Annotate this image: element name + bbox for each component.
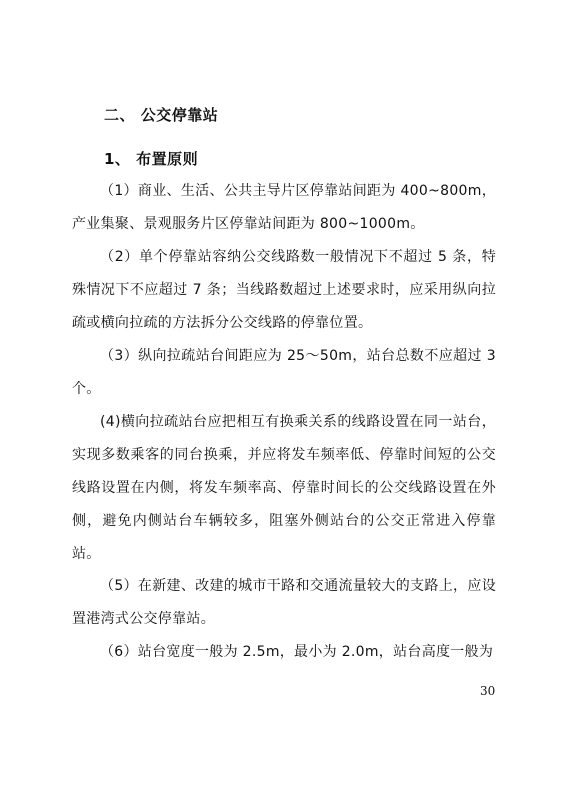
- subsection-heading: 1、 布置原则: [104, 150, 199, 168]
- section-heading: 二、 公交停靠站: [104, 106, 219, 124]
- page-number: 30: [480, 684, 496, 698]
- paragraph-6: （6）站台宽度一般为 2.5m，最小为 2.0m，站台高度一般为: [100, 644, 494, 660]
- paragraph-1: （1）商业、生活、公共主导片区停靠站间距为 400~800m，产业集聚、景观服务片区停靠站间距为 800~1000m。: [72, 183, 496, 232]
- paragraph-5: （5）在新建、改建的城市干路和交通流量较大的支路上，应设置港湾式公交停靠站。: [72, 578, 496, 627]
- paragraph-2: （2）单个停靠站容纳公交线路数一般情况下不超过 5 条，特殊情况下不应超过 7 条；当线路数超过上述要求时，应采用纵向拉疏或横向拉疏的方法拆分公交线路的停靠位置。: [72, 249, 496, 331]
- paragraph-4: (4)横向拉疏站台应把相互有换乘关系的线路设置在同一站台，实现多数乘客的同台换乘，并应将发车频率低、停靠时间短的公交线路设置在内侧，将发车频率高、停靠时间长的公交线路设置在外侧，避免内侧站台车辆较多，阻塞外侧站台的公交正常进入停靠站。: [72, 414, 496, 562]
- paragraph-3: （3）纵向拉疏站台间距应为 25～50m，站台总数不应超过 3 个。: [72, 348, 496, 397]
